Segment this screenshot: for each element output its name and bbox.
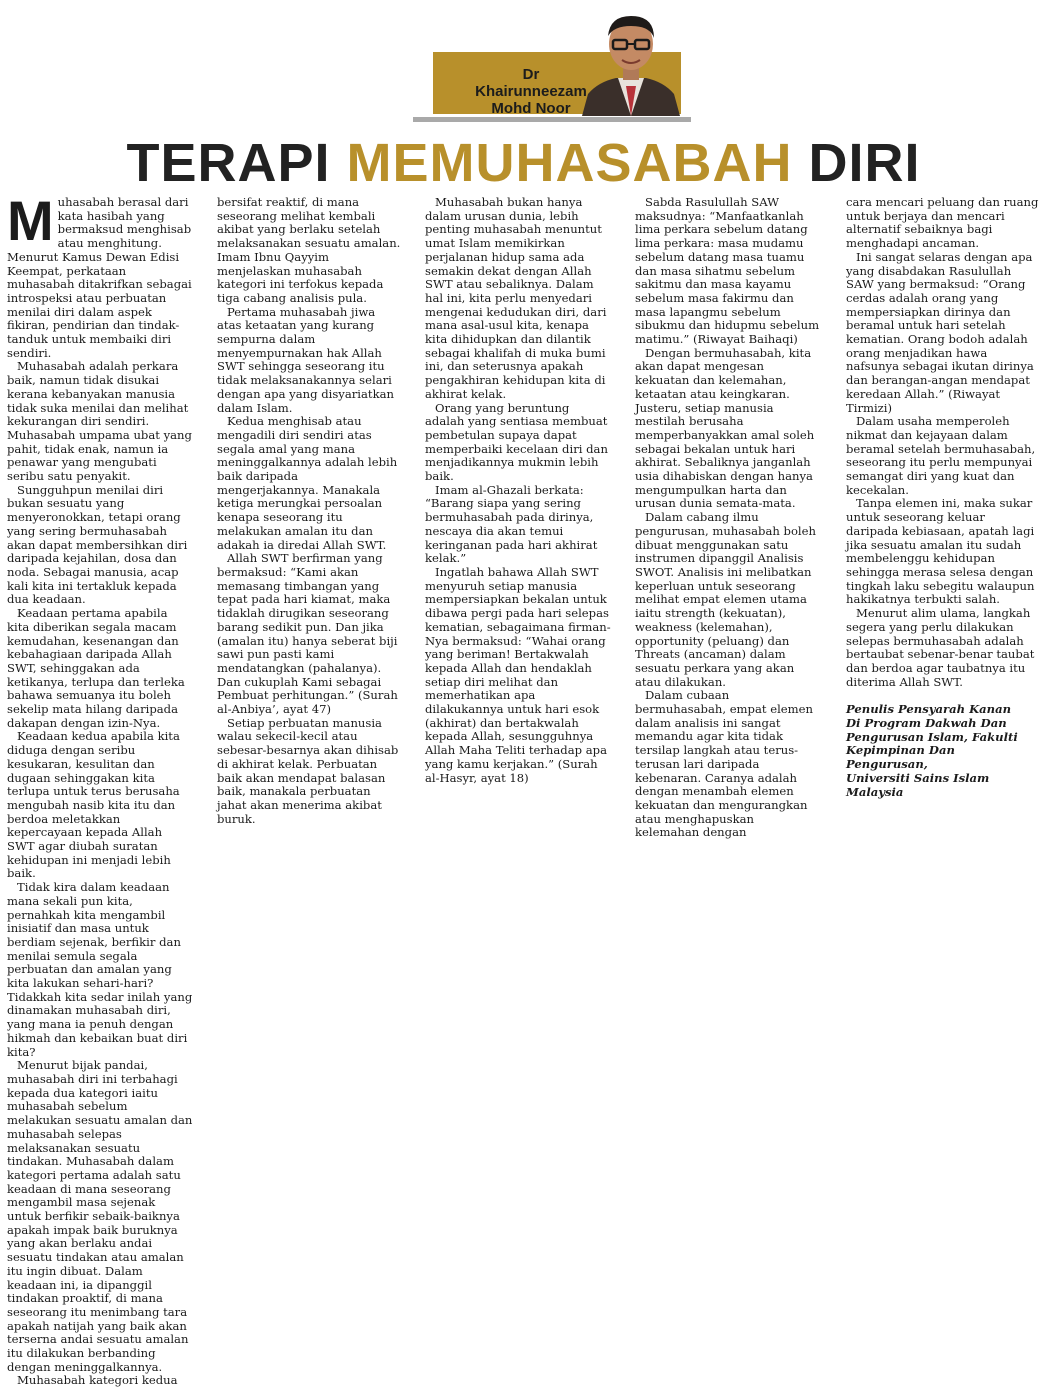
paragraph: Dalam usaha memperoleh nikmat dan kejayaan dalam beramal setelah bermuhasabah, seseorang itu perlu mempunyai semangat diri yang kuat dan kecekalan. xyxy=(846,414,1036,497)
paragraph: Dengan bermuhasabah, kita akan dapat mengesan kekuatan dan kelemahan, ketaatan atau keingkaran. Justeru, setiap manusia mestilah berusaha memperbanyakkan amal soleh sebagai bekalan untuk hari akhirat. Sebaliknya janganlah usia dihabiskan dengan hanya mengumpulkan harta dan urusan dunia semata-mata. xyxy=(635,345,815,511)
headline xyxy=(0,134,1047,192)
paragraph: uhasabah berasal dari kata hasibah yang bermaksud menghisab atau menghitung. Menurut Kamus Dewan Edisi Keempat, perkataan muhasabah ditakrifkan sebagai introspeksi atau perbuatan menilai diri dalam aspek fikiran, pendirian dan tindak-tanduk untuk membaiki diri sendiri. xyxy=(7,195,192,360)
headline-part3: DIRI xyxy=(792,133,921,193)
paragraph: Tanpa elemen ini, maka sukar untuk seseorang keluar daripada kebiasaan, apatah lagi jika sesuatu amalan itu sudah membelenggu kehidupan sehingga merasa selesa dengan tingkah laku sebegitu walaupun hakikatnya terbukti salah. xyxy=(846,496,1035,607)
paragraph: cara mencari peluang dan ruang untuk berjaya dan mencari alternatif sebaiknya bagi menghadapi ancaman. xyxy=(846,195,1039,251)
paragraph: Orang yang beruntung adalah yang sentiasa membuat pembetulan supaya dapat memperbaiki kecelaan diri dan menjadikannya mukmin lebih baik. xyxy=(425,400,608,484)
paragraph: bersifat reaktif, di mana seseorang melihat kembali akibat yang berlaku setelah melaksanakan sesuatu amalan. Imam Ibnu Qayyim menjelaskan muhasabah kategori ini terfokus kepada tiga cabang analisis pula. xyxy=(217,195,401,305)
author-photo xyxy=(578,6,684,116)
author-credit xyxy=(846,703,1039,799)
credit-line: Penulis Pensyarah Kanan xyxy=(846,702,1012,717)
article-column-2 xyxy=(217,196,403,826)
paragraph: Menurut alim ulama, langkah segera yang perlu dilakukan selepas bermuhasabah adalah bertaubat sebenar-benar taubat dan berdoa agar taubatnya itu diterima Allah SWT. xyxy=(846,606,1035,689)
paragraph: Muhasabah adalah perkara baik, namun tidak disukai kerana kebanyakan manusia tidak suka menilai dan melihat kekurangan diri sendiri. Muhasabah umpama ubat yang pahit, tidak enak, namun ia penawar yang mengubati seribu satu penyakit. xyxy=(7,359,192,484)
paragraph: Sungguhpun menilai diri bukan sesuatu yang menyeronokkan, tetapi orang yang sering bermuhasabah akan dapat membersihkan diri daripada kejahilan, dosa dan noda. Sebagai manusia, acap kali kita ini tertakluk kepada dua keadaan. xyxy=(7,482,188,607)
paragraph: Ingatlah bahawa Allah SWT menyuruh setiap manusia mempersiapkan bekalan untuk dibawa pergi pada hari selepas kematian, sebagaimana firman-Nya bermaksud: “Wahai orang yang beriman! Bertakwalah kepada Allah dan hendaklah setiap diri melihat dan memerhatikan apa dilakukannya untuk hari esok (akhirat) dan bertakwalah kepada Allah, sesungguhnya Allah Maha Teliti terhadap apa yang kamu kerjakan.” (Surah al-Hasyr, ayat 18) xyxy=(425,564,611,785)
article-column-3 xyxy=(425,196,611,785)
author-name xyxy=(471,66,591,117)
headline-part2: MEMUHASABAH xyxy=(346,133,793,193)
article-column-5 xyxy=(846,196,1039,799)
article-column-1 xyxy=(7,189,193,1388)
paragraph: Muhasabah bukan hanya dalam urusan dunia, lebih penting muhasabah menuntut umat Islam memikirkan perjalanan hidup sama ada semakin dekat dengan Allah SWT atau sebaliknya. Dalam hal ini, kita perlu menyedari mengenai kedudukan diri, dari mana asal-usul kita, kenapa kita dihidupkan dan dilantik sebagai khalifah di muka bumi ini, dan seterusnya apakah pengakhiran kehidupan kita di akhirat kelak. xyxy=(425,195,607,401)
paragraph: Muhasabah kategori kedua xyxy=(17,1373,178,1388)
paragraph: Allah SWT berfirman yang bermaksud: “Kami akan memasang timbangan yang tepat pada hari kiamat, maka tidaklah dirugikan seseorang barang sedikit pun. Dan jika (amalan itu) hanya seberat biji sawi pun pasti kami mendatangkan (pahalanya). Dan cukuplah Kami sebagai Pembuat perhitungan.” (Surah al-Anbiya’, ayat 47) xyxy=(217,551,398,717)
credit-line: Universiti Sains Islam Malaysia xyxy=(846,770,990,799)
article-column-4 xyxy=(635,196,821,840)
credit-line: Pengurusan Islam, Fakulti xyxy=(846,729,1018,744)
paragraph: Dalam cubaan bermuhasabah, empat elemen dalam analisis ini sangat memandu agar kita tidak tersilap langkah atau terus-terusan lari daripada kebenaran. Caranya adalah dengan menambah elemen kekuatan dan mengurangkan atau menghapuskan kelemahan dengan xyxy=(635,688,813,840)
paragraph: Kedua menghisab atau mengadili diri sendiri atas segala amal yang mana meninggalkannya adalah lebih baik daripada mengerjakannya. Manakala ketiga merungkai persoalan kenapa seseorang itu melakukan amalan itu dan adakah ia diredai Allah SWT. xyxy=(217,414,398,552)
drop-cap: M xyxy=(7,189,54,252)
credit-line: Di Program Dakwah Dan xyxy=(846,716,1007,731)
author-name-line1: Dr Khairunneezam xyxy=(475,66,587,100)
headline-part1: TERAPI xyxy=(126,133,347,193)
paragraph: Imam al-Ghazali berkata: “Barang siapa yang sering bermuhasabah pada dirinya, nescaya dia akan temui keringanan pada hari akhirat kelak.” xyxy=(425,482,598,566)
credit-line: Kepimpinan Dan Pengurusan, xyxy=(846,743,955,772)
paragraph: Tidak kira dalam keadaan mana sekali pun kita, pernahkah kita mengambil inisiatif dan masa untuk berdiam sejenak, berfikir dan menilai semula segala perbuatan dan amalan yang kita lakukan sehari-hari? Tidakkah kita sedar inilah yang dinamakan muhasabah diri, yang mana ia penuh dengan hikmah dan kebaikan buat diri kita? xyxy=(7,880,193,1059)
author-name-line2: Mohd Noor xyxy=(491,100,571,117)
paragraph: Keadaan pertama apabila kita diberikan segala macam kemudahan, kesenangan dan kebahagiaan daripada Allah SWT, sehinggakan ada ketikanya, terlupa dan terleka bahawa semuanya itu boleh sekelip mata hilang daripada dakapan dengan izin-Nya. xyxy=(7,606,185,730)
paragraph: Sabda Rasulullah SAW maksudnya: “Manfaatkanlah lima perkara sebelum datang lima perkara: masa mudamu sebelum datang masa tuamu dan masa sihatmu sebelum sakitmu dan masa kayamu sebelum masa fakirmu dan masa lapangmu sebelum sibukmu dan hidupmu sebelum matimu.” (Riwayat Baihaqi) xyxy=(635,195,820,347)
paragraph: Pertama muhasabah jiwa atas ketaatan yang kurang sempurna dalam menyempurnakan hak Allah SWT sehingga seseorang itu tidak melaksanakannya selari dengan apa yang disyariatkan dalam Islam. xyxy=(217,304,394,415)
paragraph: Dalam cabang ilmu pengurusan, muhasabah boleh dibuat menggunakan satu instrumen dipanggil Analisis SWOT. Analisis ini melibatkan keperluan untuk seseorang melihat empat elemen utama iaitu strength (kekuatan), weakness (kelemahan), opportunity (peluang) dan Threats (ancaman) dalam sesuatu perkara yang akan atau dilakukan. xyxy=(635,510,816,689)
paragraph: Setiap perbuatan manusia walau sekecil-kecil atau sebesar-besarnya akan dihisab di akhirat kelak. Perbuatan baik akan mendapat balasan baik, manakala perbuatan jahat akan menerima akibat buruk. xyxy=(217,715,399,826)
paragraph: Menurut bijak pandai, muhasabah diri ini terbahagi kepada dua kategori iaitu muhasabah sebelum melakukan sesuatu amalan dan muhasabah selepas melaksanakan sesuatu tindakan. Muhasabah dalam kategori pertama adalah satu keadaan di mana seseorang mengambil masa sejenak untuk berfikir sebaik-baiknya apakah impak baik buruknya yang akan berlaku andai sesuatu tindakan atau amalan itu ingin dibuat. Dalam keadaan ini, ia dipanggil tindakan proaktif, di mana seseorang itu menimbang tara apakah natijah yang baik akan terserna andai sesuatu amalan itu dilakukan berbanding dengan meninggalkannya. xyxy=(7,1058,193,1374)
paragraph: Ini sangat selaras dengan apa yang disabdakan Rasulullah SAW yang bermaksud: “Orang cerdas adalah orang yang mempersiapkan dirinya dan beramal untuk hari setelah kematian. Orang bodoh adalah orang menjadikan hawa nafsunya sebagai ikutan dirinya dan berangan-angan mendapat keredaan Allah.” (Riwayat Tirmizi) xyxy=(846,249,1034,415)
byline-underline xyxy=(413,117,691,122)
paragraph: Keadaan kedua apabila kita diduga dengan seribu kesukaran, kesulitan dan dugaan sehinggakan kita terlupa untuk terus berusaha mengubah nasib kita itu dan berdoa meletakkan kepercayaan kepada Allah SWT agar diubah suratan kehidupan ini menjadi lebih baik. xyxy=(7,729,180,881)
